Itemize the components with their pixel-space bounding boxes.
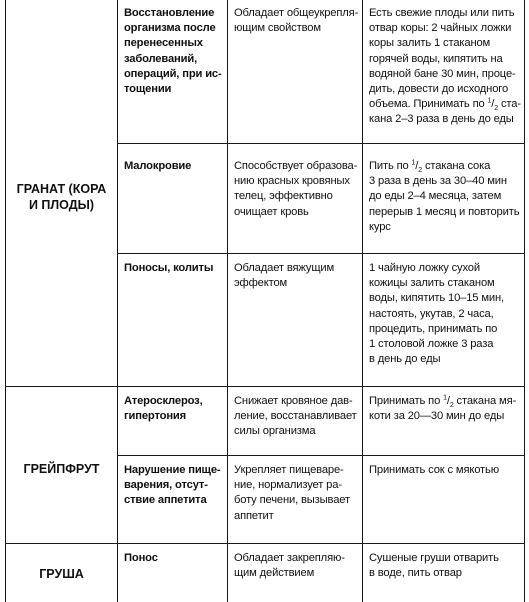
fraction-denominator: 2 xyxy=(494,105,498,113)
action-cell: Обладает закрепляю- щим действием xyxy=(234,552,345,580)
recipe-cell xyxy=(369,394,525,424)
action-cell: Укрепляет пищеваре- ние, нормализует ра- боту печени, вызывает аппетит xyxy=(234,464,350,522)
table-border-left xyxy=(5,0,6,602)
indication-cell: Восстановление организма после перенесенных заболеваний, операций, при ис- тощении xyxy=(124,7,222,96)
row-divider xyxy=(117,253,525,254)
fraction-slash: / xyxy=(415,160,419,172)
action-cell: Способствует образова- нию красных кровяных телец, эффективно очищает кровь xyxy=(234,160,358,218)
fraction-slash: / xyxy=(491,98,495,111)
recipe-text: стакана сока 3 раза в день за 30–40 мин до еды 2–4 месяца, затем перерыв 1 месяц и повторить курс xyxy=(369,160,520,233)
recipe-cell: Сушеные груши отварить в воде, пить отвар xyxy=(369,552,499,580)
plant-name: ГРЕЙПФРУТ xyxy=(23,462,100,476)
column-divider xyxy=(117,0,118,602)
fraction-denominator: 2 xyxy=(418,167,423,175)
action-cell: Обладает вяжущим эффектом xyxy=(234,262,335,290)
fraction-slash: / xyxy=(446,395,450,407)
indication-cell: Атеросклероз, гипертония xyxy=(124,395,203,423)
recipe-cell xyxy=(369,159,525,235)
recipe-text: стакана мя- коти за 20—30 мин до еды xyxy=(369,395,517,423)
indication-cell: Понос xyxy=(124,552,158,564)
group-divider xyxy=(5,543,525,544)
fraction-numerator: 1 xyxy=(487,97,492,105)
fraction-numerator: 1 xyxy=(443,394,447,402)
recipe-cell: 1 чайную ложку сухой кожицы залить стаканом воды, кипятить 10–15 мин, настоять, укутав, 2 часа, процедить, принимать по 1 столовой ложке 3 раза в день до еды xyxy=(369,262,504,366)
recipe-cell xyxy=(369,6,525,128)
recipe-text: Принимать по xyxy=(369,395,444,407)
column-divider xyxy=(227,0,228,602)
row-divider xyxy=(117,143,525,144)
recipe-text: ста- кана 2–3 раза в день до еды xyxy=(369,98,521,126)
fraction-numerator: 1 xyxy=(411,159,416,167)
indication-cell: Малокровие xyxy=(124,160,192,172)
column-divider xyxy=(362,0,363,602)
indication-cell: Поносы, колиты xyxy=(124,262,214,274)
row-divider xyxy=(117,455,525,456)
group-divider xyxy=(5,386,525,387)
plant-name: ГРАНАТ (КОРА И ПЛОДЫ) xyxy=(16,182,107,212)
plant-name: ГРУША xyxy=(39,567,84,581)
recipe-text: Пить по xyxy=(369,160,412,172)
fraction-denominator: 2 xyxy=(449,402,454,410)
recipe-cell: Принимать сок с мякотью xyxy=(369,464,499,476)
action-cell: Снижает кровяное дав- ление, восстанавливает силы организма xyxy=(234,395,357,438)
indication-cell: Нарушение пище- варения, отсут- ствие аппетита xyxy=(124,464,221,507)
action-cell: Обладает общеукрепля- ющим свойством xyxy=(234,7,359,35)
recipe-text: Есть свежие плоды или пить отвар коры: 2 чайных ложки коры залить 1 стаканом горячей воды, кипятить на водяной бане 30 мин, проце- дить, довести до исходного объема. Принимать по xyxy=(369,7,516,111)
